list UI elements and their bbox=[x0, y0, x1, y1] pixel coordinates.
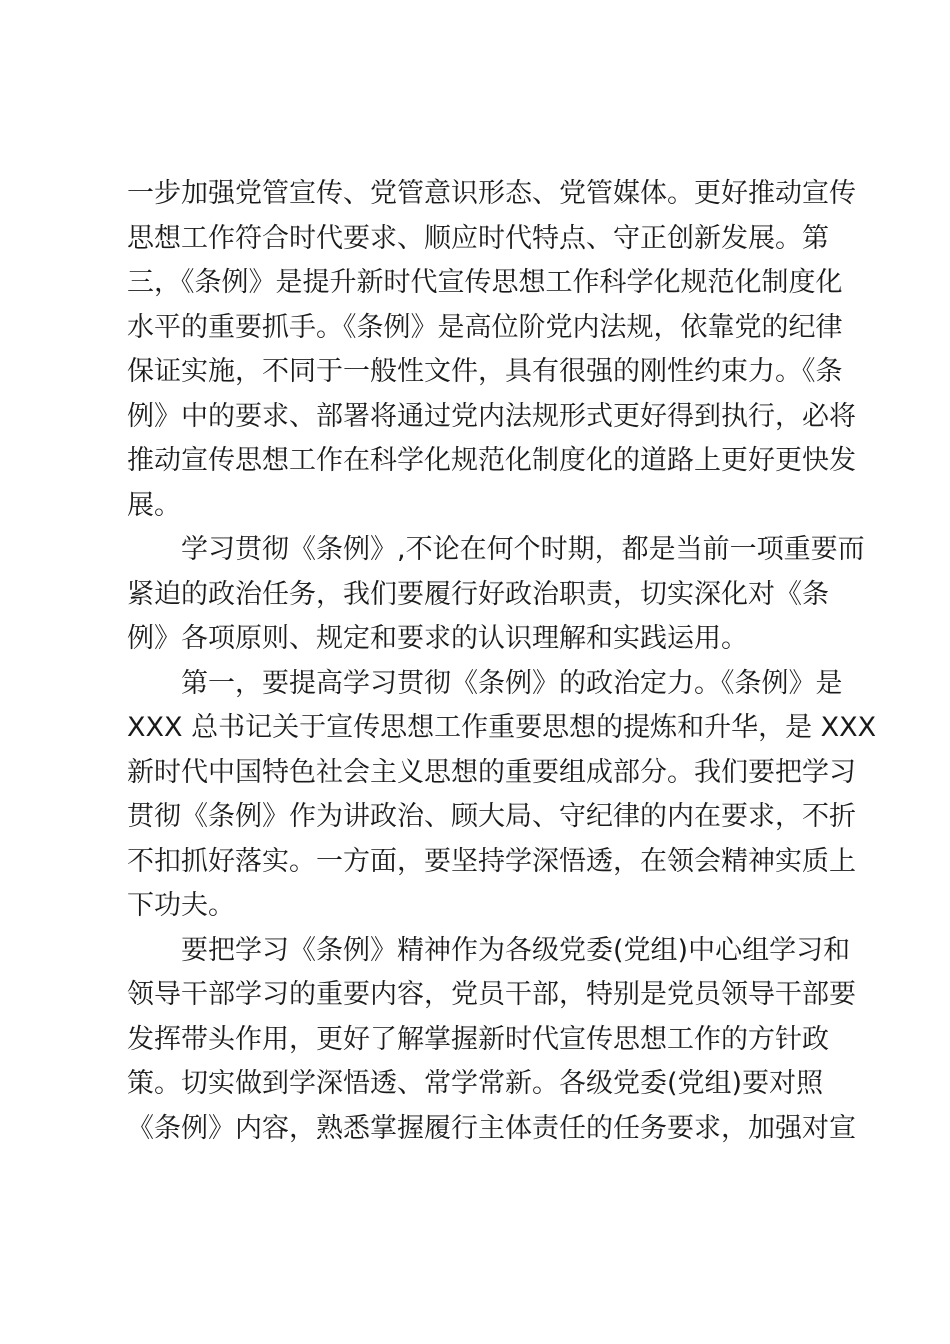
text-line: 下功夫。 bbox=[127, 890, 235, 921]
text-line: 《条例》内容，熟悉掌握履行主体责任的任务要求，加强对宣 bbox=[127, 1112, 856, 1144]
text-line: 三，《条例》是提升新时代宣传思想工作科学化规范化制度化 bbox=[127, 267, 843, 298]
text-line: 领导干部学习的重要内容，党员干部，特别是党员领导干部要 bbox=[127, 979, 856, 1010]
text-line: 例》中的要求、部署将通过党内法规形式更好得到执行，必将 bbox=[127, 400, 856, 432]
text-line: 贯彻《条例》作为讲政治、顾大局、守纪律的内在要求，不折 bbox=[127, 801, 856, 832]
paragraph-first-line: 第一，要提高学习贯彻《条例》的政治定力。《条例》是 bbox=[181, 667, 843, 699]
text-line: XXX 总书记关于宣传思想工作重要思想的提炼和升华，是 XXX bbox=[127, 712, 877, 743]
text-line: 新时代中国特色社会主义思想的重要组成部分。我们要把学习 bbox=[127, 756, 856, 788]
text-line: 推动宣传思想工作在科学化规范化制度化的道路上更好更快发 bbox=[127, 445, 856, 476]
text-line: 不扣抓好落实。一方面，要坚持学深悟透，在领会精神实质上 bbox=[127, 845, 856, 877]
text-line: 发挥带头作用，更好了解掌握新时代宣传思想工作的方针政 bbox=[127, 1023, 829, 1055]
paragraph-first-line: 学习贯彻《条例》,不论在何个时期，都是当前一项重要而 bbox=[181, 534, 865, 565]
text-line: 保证实施，不同于一般性文件，具有很强的刚性约束力。《条 bbox=[127, 356, 843, 387]
text-line: 水平的重要抓手。《条例》是高位阶党内法规，依靠党的纪律 bbox=[127, 311, 843, 343]
text-line: 紧迫的政治任务，我们要履行好政治职责，切实深化对《条 bbox=[127, 578, 829, 610]
text-line: 策。切实做到学深悟透、常学常新。各级党委(党组)要对照 bbox=[127, 1068, 824, 1099]
body-text bbox=[127, 172, 877, 1151]
text-line: 展。 bbox=[127, 489, 181, 521]
text-line: 一步加强党管宣传、党管意识形态、党管媒体。更好推动宣传 bbox=[127, 178, 856, 209]
text-line: 思想工作符合时代要求、顺应时代特点、守正创新发展。第 bbox=[127, 222, 829, 254]
paragraph-first-line: 要把学习《条例》精神作为各级党委(党组)中心组学习和 bbox=[181, 934, 851, 966]
text-line: 例》各项原则、规定和要求的认识理解和实践运用。 bbox=[127, 623, 748, 654]
